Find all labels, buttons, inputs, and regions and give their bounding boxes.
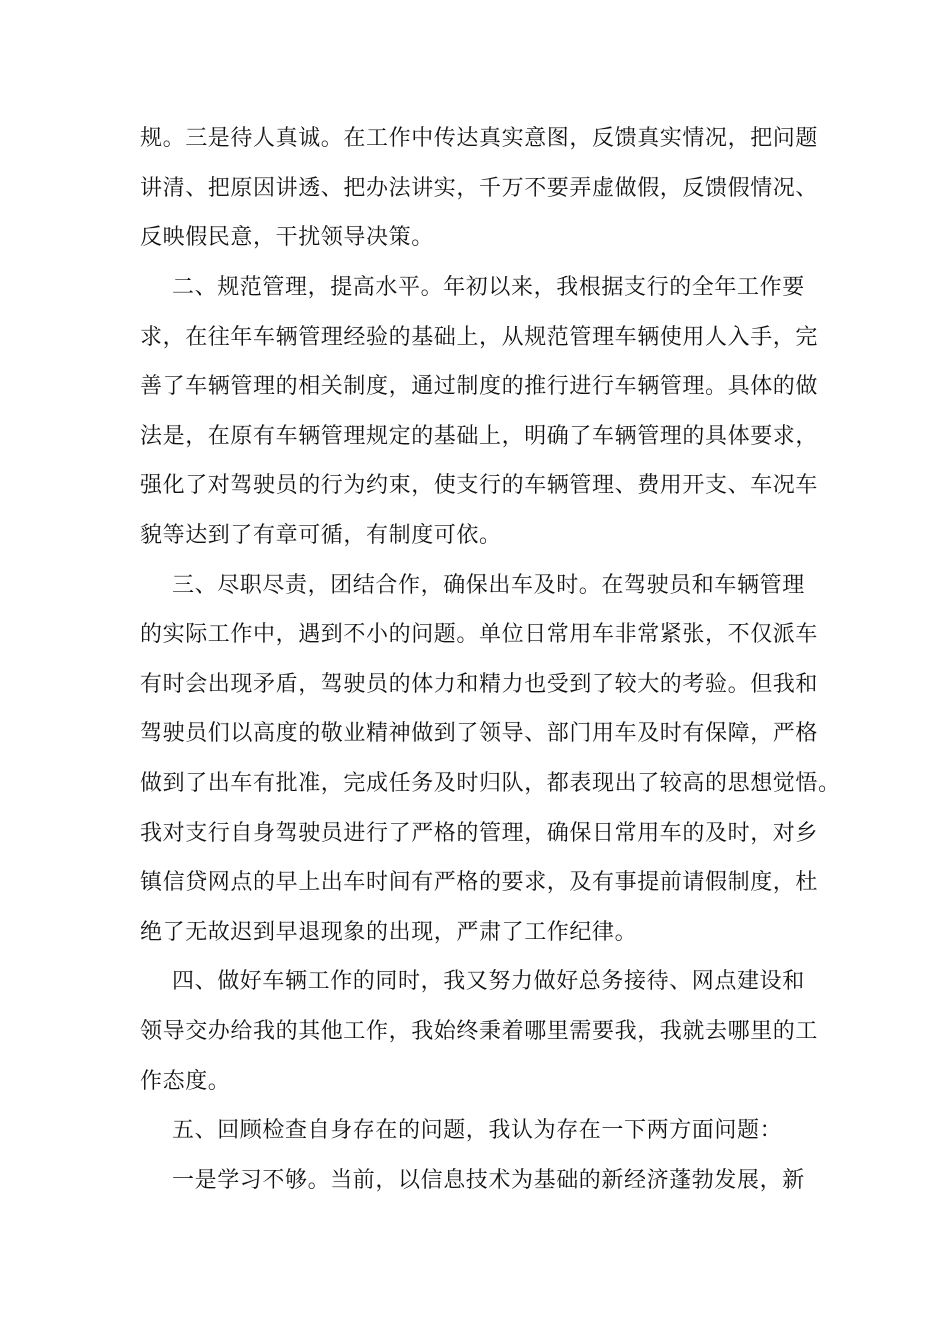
text-line: 我对支行自身驾驶员进行了严格的管理，确保日常用车的及时，对乡 [140, 821, 819, 846]
paragraph-heading-line: 二、规范管理，提高水平。年初以来，我根据支行的全年工作要 [172, 275, 805, 300]
text-line: 驾驶员们以高度的敬业精神做到了领导、部门用车及时有保障，严格 [140, 721, 819, 746]
text-line: 作态度。 [140, 1069, 231, 1094]
text-line: 规。三是待人真诚。在工作中传达真实意图，反馈真实情况，把问题 [140, 126, 819, 151]
text-line: 貌等达到了有章可循，有制度可依。 [140, 523, 502, 548]
text-line: 做到了出车有批准，完成任务及时归队，都表现出了较高的思想觉悟。 [140, 771, 841, 796]
text-line: 镇信贷网点的早上出车时间有严格的要求，及有事提前请假制度，杜 [140, 870, 819, 895]
text-line: 领导交办给我的其他工作，我始终秉着哪里需要我，我就去哪里的工 [140, 1019, 819, 1044]
text-line: 的实际工作中，遇到不小的问题。单位日常用车非常紧张，不仅派车 [140, 622, 819, 647]
text-line: 善了车辆管理的相关制度，通过制度的推行进行车辆管理。具体的做 [140, 374, 819, 399]
text-line: 求，在往年车辆管理经验的基础上，从规范管理车辆使用人入手，完 [140, 325, 819, 350]
paragraph-heading-line: 五、回顾检查自身存在的问题，我认为存在一下两方面问题： [172, 1118, 783, 1143]
paragraph-heading-line: 四、做好车辆工作的同时，我又努力做好总务接待、网点建设和 [172, 969, 805, 994]
text-line: 讲清、把原因讲透、把办法讲实，千万不要弄虚做假，反馈假情况、 [140, 176, 819, 201]
paragraph-heading-line: 一是学习不够。当前，以信息技术为基础的新经济蓬勃发展，新 [172, 1168, 805, 1193]
text-line: 反映假民意，干扰领导决策。 [140, 225, 434, 250]
text-line: 绝了无故迟到早退现象的出现，严肃了工作纪律。 [140, 920, 638, 945]
text-line: 有时会出现矛盾，驾驶员的体力和精力也受到了较大的考验。但我和 [140, 672, 819, 697]
paragraph-heading-line: 三、尽职尽责，团结合作，确保出车及时。在驾驶员和车辆管理 [172, 573, 805, 598]
text-line: 法是，在原有车辆管理规定的基础上，明确了车辆管理的具体要求， [140, 424, 819, 449]
text-line: 强化了对驾驶员的行为约束，使支行的车辆管理、费用开支、车况车 [140, 473, 819, 498]
